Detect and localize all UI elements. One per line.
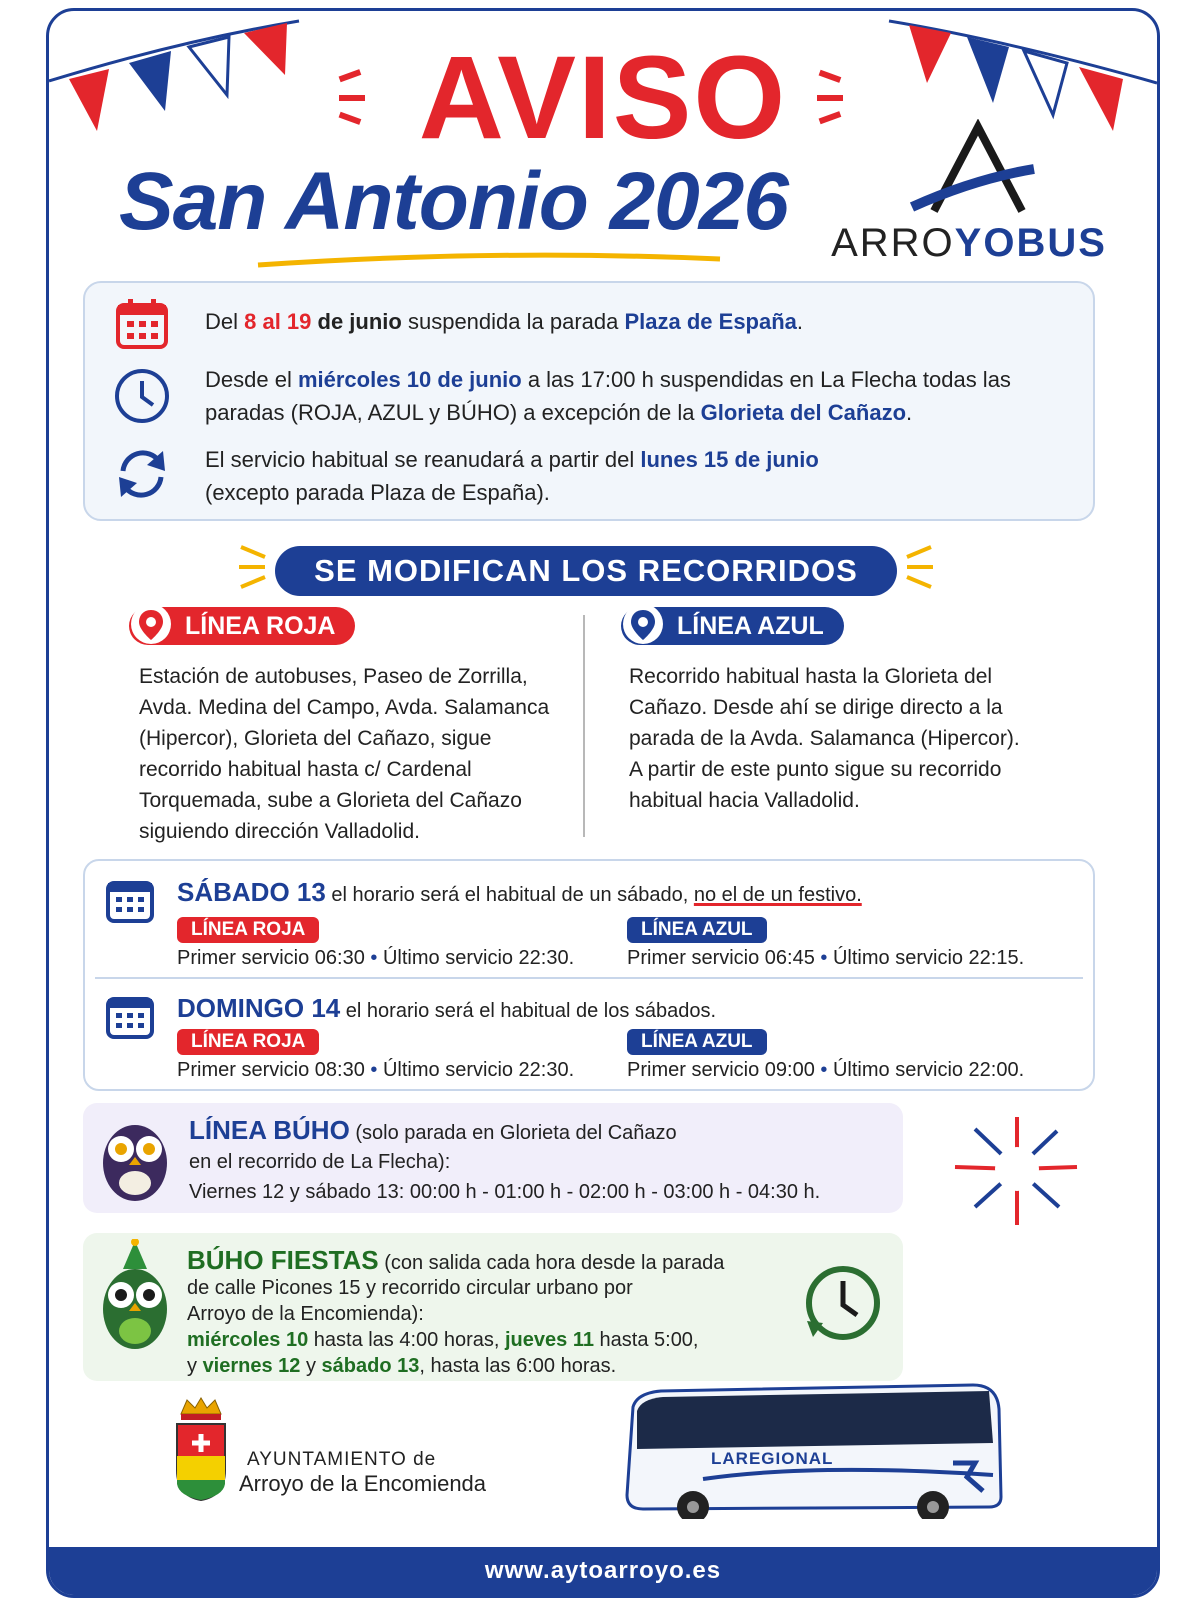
fiestas-schedule-1: miércoles 10 hasta las 4:00 horas, jueves 11 hasta 5:00, (187, 1329, 699, 1351)
calendar-icon (105, 875, 155, 925)
subtitle-underline (254, 247, 724, 271)
buho-description: LÍNEA BÚHO (solo parada en Glorieta del Cañazo (189, 1115, 677, 1145)
linea-roja-label: LÍNEA ROJA (129, 607, 355, 645)
fiestas-description-3: Arroyo de la Encomienda): (187, 1303, 424, 1325)
saturday-note: SÁBADO 13 el horario será el habitual de un sábado, no el de un festivo. (177, 877, 862, 907)
fiestas-description-2: de calle Picones 15 y recorrido circular urbano por (187, 1277, 633, 1299)
page-title: AVISO (418, 32, 788, 164)
location-pin-icon (623, 604, 663, 644)
divider (583, 615, 585, 837)
notice-item-3: El servicio habitual se reanudará a partir del lunes 15 de junio (excepto parada Plaza de España). (205, 447, 819, 505)
buho-times: Viernes 12 y sábado 13: 00:00 h - 01:00 h - 02:00 h - 03:00 h - 04:30 h. (189, 1181, 821, 1203)
refresh-icon (113, 445, 171, 503)
fiestas-description: BÚHO FIESTAS (con salida cada hora desde la parada (187, 1245, 725, 1275)
ayuntamiento-name: Arroyo de la Encomienda (239, 1471, 487, 1496)
ayuntamiento-label: AYUNTAMIENTO de (247, 1449, 437, 1470)
tag-linea-roja: LÍNEA ROJA (177, 917, 319, 943)
event-subtitle: San Antonio 2026 (119, 156, 788, 247)
notice-item-1: Del 8 al 19 de junio suspendida la parada Plaza de España. (205, 309, 804, 334)
schedule-divider (95, 977, 1083, 979)
fireworks-icon (937, 1107, 1097, 1237)
routes-banner: SE MODIFICAN LOS RECORRIDOS (275, 546, 897, 596)
spark-right-icon (901, 537, 937, 597)
website-footer[interactable]: www.aytoarroyo.es (49, 1547, 1157, 1595)
saturday-red-times: Primer servicio 06:30 • Último servicio 22:30. (177, 947, 575, 969)
location-pin-icon (131, 604, 171, 644)
linea-azul-route: Recorrido habitual hasta la Glorieta del Cañazo. Desde ahí se dirige directo a la parada de la Avda. Salamanca (Hipercor). A partir de este punto sigue su recorrido habitual hacia Valladolid. (629, 665, 1020, 812)
timer-clock-icon (801, 1261, 885, 1345)
buho-description-2: en el recorrido de La Flecha): (189, 1151, 451, 1173)
sunday-blue-times: Primer servicio 09:00 • Último servicio 22:00. (627, 1059, 1025, 1081)
saturday-blue-times: Primer servicio 06:45 • Último servicio 22:15. (627, 947, 1025, 969)
tag-linea-azul: LÍNEA AZUL (627, 1029, 767, 1055)
party-owl-icon (95, 1239, 175, 1355)
bus-brand: LAREGIONAL (711, 1449, 834, 1468)
sunday-red-times: Primer servicio 08:30 • Último servicio 22:30. (177, 1059, 575, 1081)
fiestas-schedule-2: y viernes 12 y sábado 13, hasta las 6:00 horas. (187, 1355, 617, 1377)
arroyobus-logo-icon (884, 119, 1064, 219)
schedule-box (83, 859, 1095, 1091)
tag-linea-roja: LÍNEA ROJA (177, 1029, 319, 1055)
spark-left-icon (235, 537, 271, 597)
owl-icon (97, 1111, 173, 1205)
clock-icon (113, 367, 171, 425)
notice-item-2: Desde el miércoles 10 de junio a las 17:00 h suspendidas en La Flecha todas las paradas (ROJA, AZUL y BÚHO) a excepción de la Glorieta del Cañazo. (205, 367, 1011, 425)
poster (46, 8, 1160, 1598)
buho-fiestas-box (83, 1233, 903, 1381)
calendar-icon (115, 297, 169, 351)
linea-roja-route: Estación de autobuses, Paseo de Zorrilla, Avda. Medina del Campo, Avda. Salamanca (Hipercor), Glorieta del Cañazo, sigue recorrido habitual hasta c/ Cardenal Torquemada, sube a Glorieta del Cañazo siguiendo dirección Valladolid. (139, 665, 550, 843)
linea-buho-box (83, 1103, 903, 1213)
linea-azul-label: LÍNEA AZUL (621, 607, 844, 645)
sunday-note: DOMINGO 14 el horario será el habitual de los sábados. (177, 993, 717, 1023)
calendar-icon (105, 991, 155, 1041)
coat-of-arms-icon (173, 1396, 229, 1504)
arroyobus-brand: ARROYOBUS (831, 221, 1107, 265)
tag-linea-azul: LÍNEA AZUL (627, 917, 767, 943)
notice-box (83, 281, 1095, 521)
